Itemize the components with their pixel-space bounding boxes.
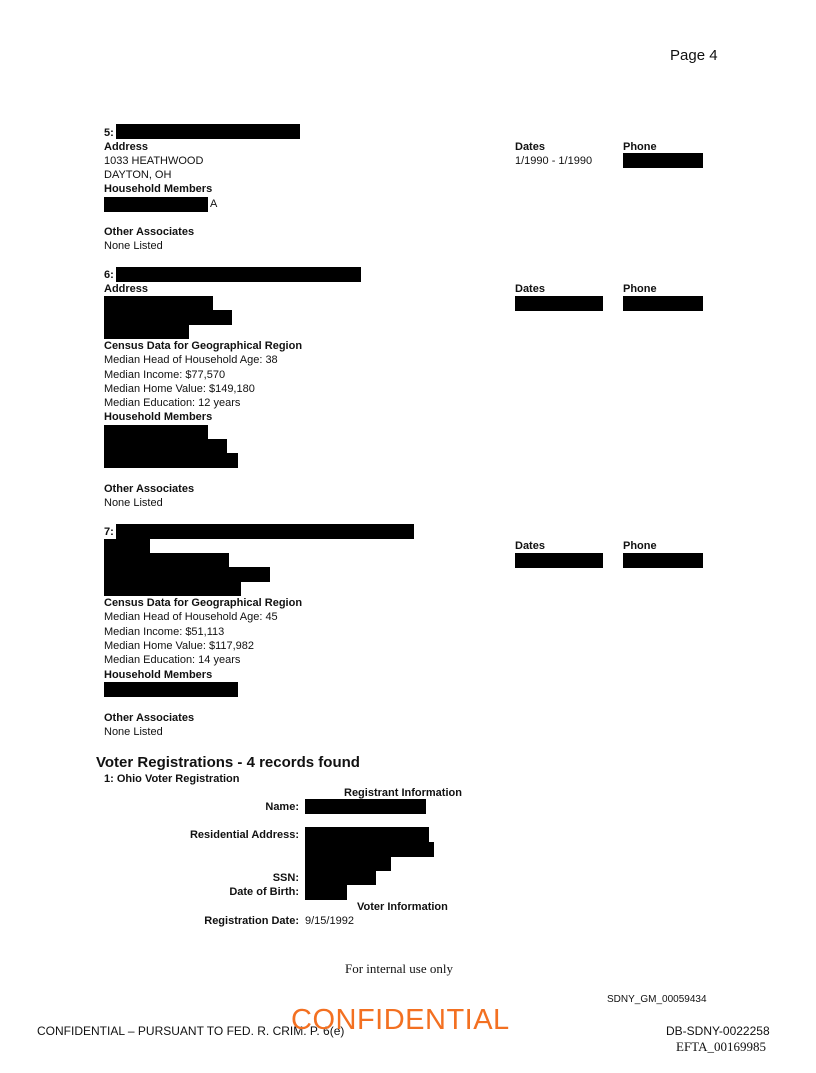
household-member-suffix: A: [210, 198, 218, 210]
address-label: Address: [104, 283, 149, 295]
census-header: Census Data for Geographical Region: [104, 597, 303, 609]
dates-label: Dates: [515, 283, 545, 295]
redaction-block: [305, 827, 429, 842]
other-associates-label: Other Associates: [104, 226, 195, 238]
redaction-block: [515, 553, 603, 568]
phone-label: Phone: [623, 540, 657, 552]
other-associates-label: Other Associates: [104, 712, 195, 724]
db-sdny-number: DB-SDNY-0022258: [666, 1024, 770, 1038]
record-7-prefix: 7:: [104, 526, 114, 538]
redaction-block: [116, 124, 300, 139]
address-line: 1033 HEATHWOOD: [104, 155, 204, 167]
redaction-block: [116, 524, 414, 539]
redaction-block: [623, 153, 703, 168]
page-number: Page 4: [670, 47, 718, 64]
voter-subheading: 1: Ohio Voter Registration: [104, 773, 240, 785]
ssn-label: SSN:: [272, 872, 299, 884]
redaction-block: [104, 425, 208, 439]
redaction-block: [104, 553, 229, 567]
census-line: Median Education: 12 years: [104, 397, 241, 409]
phone-label: Phone: [623, 283, 657, 295]
efta-number: EFTA_00169985: [676, 1039, 766, 1054]
other-associates-value: None Listed: [104, 497, 163, 509]
redaction-block: [305, 799, 426, 814]
internal-use-notice: For internal use only: [345, 961, 453, 976]
redaction-block: [104, 682, 238, 697]
other-associates-value: None Listed: [104, 726, 163, 738]
record-5-prefix: 5:: [104, 127, 114, 139]
dob-label: Date of Birth:: [229, 886, 299, 898]
household-members-label: Household Members: [104, 183, 213, 195]
redaction-block: [104, 296, 213, 311]
redaction-block: [104, 539, 150, 553]
census-line: Median Home Value: $149,180: [104, 383, 255, 395]
redaction-block: [305, 842, 434, 857]
census-line: Median Head of Household Age: 45: [104, 611, 278, 623]
confidential-stamp: CONFIDENTIAL: [291, 1004, 510, 1036]
census-line: Median Head of Household Age: 38: [104, 354, 278, 366]
redaction-block: [104, 582, 241, 596]
redaction-block: [305, 871, 376, 885]
redaction-block: [305, 885, 347, 900]
voter-info-header: Voter Information: [357, 901, 448, 913]
residential-address-label: Residential Address:: [189, 829, 299, 841]
registration-date-label: Registration Date:: [204, 915, 299, 927]
census-line: Median Home Value: $117,982: [104, 640, 255, 652]
registration-date-value: 9/15/1992: [305, 915, 354, 927]
other-associates-value: None Listed: [104, 240, 163, 252]
dates-label: Dates: [515, 540, 545, 552]
redaction-block: [116, 267, 361, 282]
redaction-block: [104, 310, 232, 325]
redaction-block: [104, 567, 270, 582]
redaction-block: [104, 325, 189, 339]
voter-heading: Voter Registrations - 4 records found: [96, 754, 360, 771]
redaction-block: [104, 197, 208, 212]
redaction-block: [104, 453, 238, 468]
name-label: Name:: [265, 801, 299, 813]
census-line: Median Income: $77,570: [104, 369, 226, 381]
census-line: Median Income: $51,113: [104, 626, 225, 638]
census-line: Median Education: 14 years: [104, 654, 241, 666]
address-line: DAYTON, OH: [104, 169, 172, 181]
confidential-notice: CONFIDENTIAL – PURSUANT TO FED. R. CRIM. P. 6(e): [37, 1024, 345, 1038]
redaction-block: [623, 296, 703, 311]
dates-value: 1/1990 - 1/1990: [515, 155, 593, 167]
dates-label: Dates: [515, 141, 545, 153]
registrant-info-header: Registrant Information: [344, 787, 462, 799]
redaction-block: [104, 439, 227, 453]
phone-label: Phone: [623, 141, 657, 153]
other-associates-label: Other Associates: [104, 483, 195, 495]
record-6-prefix: 6:: [104, 269, 114, 281]
census-header: Census Data for Geographical Region: [104, 340, 303, 352]
bates-sdny-number: SDNY_GM_00059434: [607, 994, 707, 1005]
redaction-block: [305, 857, 391, 871]
household-members-label: Household Members: [104, 411, 213, 423]
address-label: Address: [104, 141, 149, 153]
household-members-label: Household Members: [104, 669, 213, 681]
redaction-block: [515, 296, 603, 311]
redaction-block: [623, 553, 703, 568]
